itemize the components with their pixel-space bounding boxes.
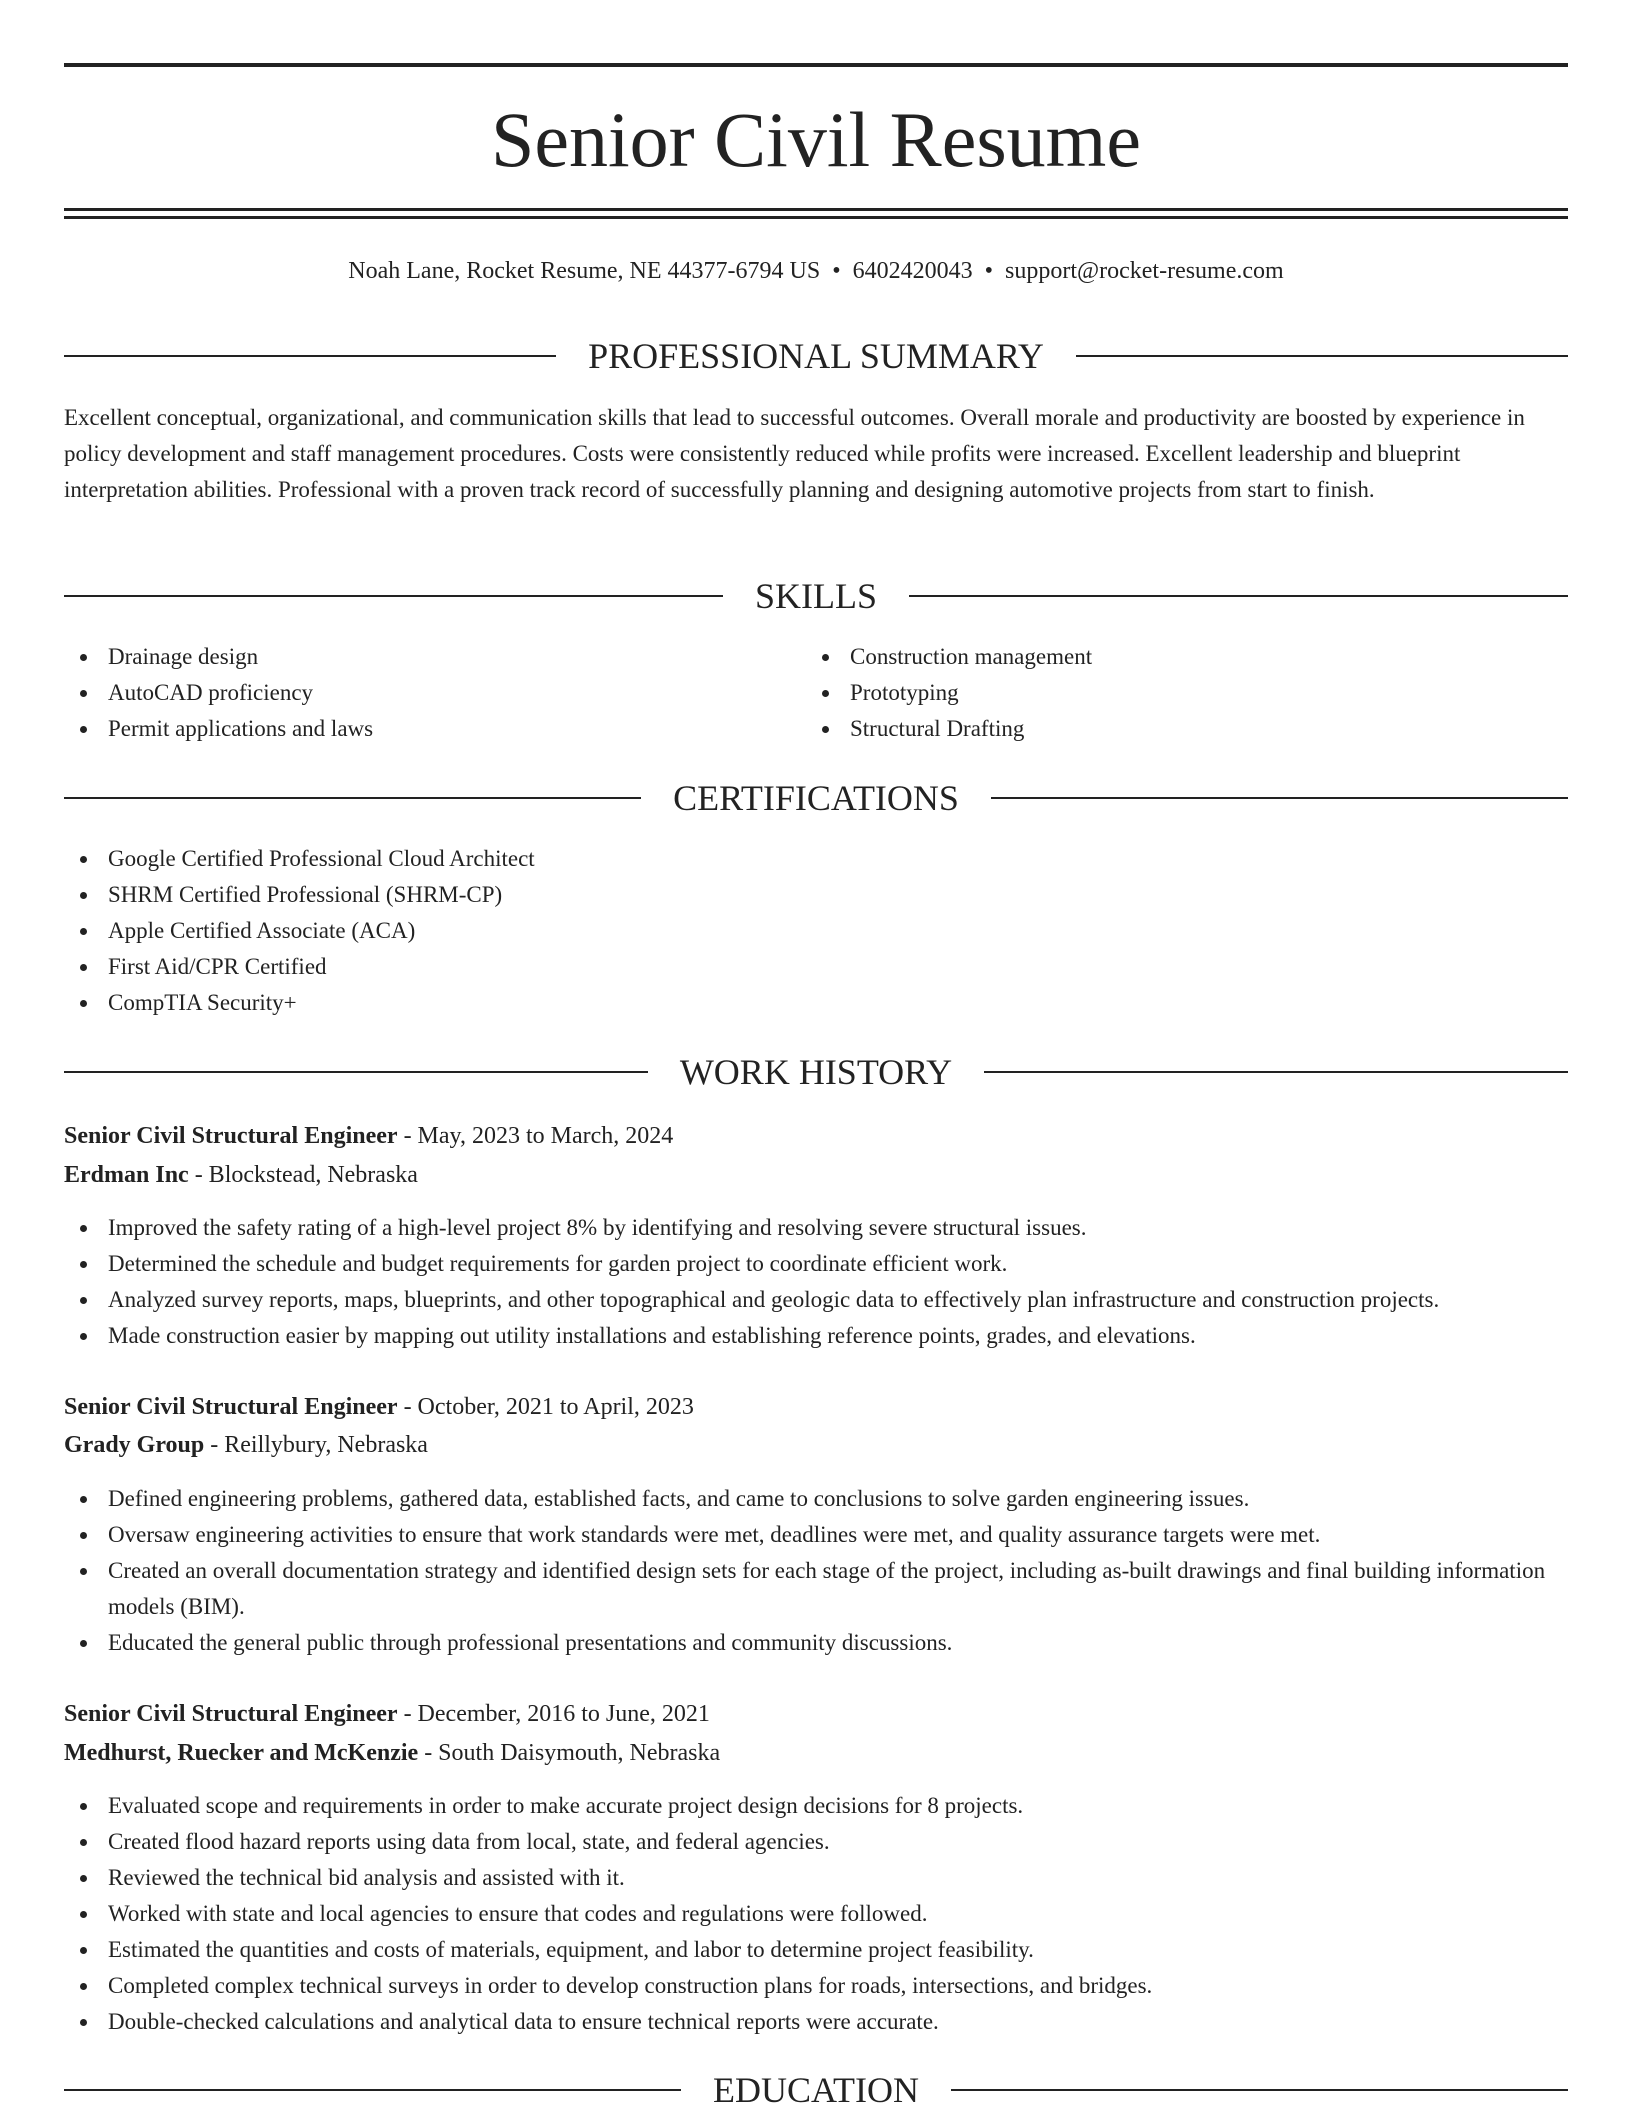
contact-line <box>64 254 1568 288</box>
job-company: Erdman Inc <box>64 1162 189 1188</box>
job-bullet: Created flood hazard reports using data from local, state, and federal agencies. <box>64 1824 1568 1860</box>
certification-item: SHRM Certified Professional (SHRM-CP) <box>64 877 1568 913</box>
job-location: - Reillybury, Nebraska <box>204 1432 428 1458</box>
heading-rule <box>909 595 1568 597</box>
heading-rule <box>64 1071 648 1073</box>
certification-item: Apple Certified Associate (ACA) <box>64 913 1568 949</box>
job-company: Grady Group <box>64 1432 205 1458</box>
skill-item: Construction management <box>806 639 1566 675</box>
skills-list-right <box>806 639 1566 747</box>
heading-rule <box>64 2089 681 2091</box>
skill-item: Permit applications and laws <box>64 711 804 747</box>
job-bullet: Defined engineering problems, gathered data, established facts, and came to conclusions to solve garden engineering issues. <box>64 1481 1568 1517</box>
certifications-heading <box>64 776 1568 820</box>
heading-rule <box>64 355 556 357</box>
work-history-heading-text: WORK HISTORY <box>679 1052 953 1092</box>
certification-item: CompTIA Security+ <box>64 985 1568 1021</box>
certification-item: Google Certified Professional Cloud Architect <box>64 841 1568 877</box>
job-dates: - December, 2016 to June, 2021 <box>397 1701 710 1727</box>
job-bullets <box>64 1210 1568 1354</box>
job-bullet: Worked with state and local agencies to ensure that codes and regulations were followed. <box>64 1896 1568 1932</box>
job-bullet: Created an overall documentation strategy and identified design sets for each stage of the project, including as-built drawings and final building information models (BIM). <box>64 1553 1568 1625</box>
job-bullet: Analyzed survey reports, maps, blueprints, and other topographical and geologic data to effectively plan infrastructure and construction projects. <box>64 1282 1568 1318</box>
job-bullet: Reviewed the technical bid analysis and assisted with it. <box>64 1860 1568 1896</box>
heading-rule <box>1076 355 1568 357</box>
heading-rule <box>64 797 641 799</box>
title-rule-top <box>64 63 1568 67</box>
contact-separator: • <box>832 258 841 284</box>
summary-heading-text: PROFESSIONAL SUMMARY <box>588 336 1044 376</box>
contact-address: Noah Lane, Rocket Resume, NE 44377-6794 US <box>348 258 821 284</box>
work-history-heading <box>64 1050 1568 1094</box>
certification-item: First Aid/CPR Certified <box>64 949 1568 985</box>
education-heading-text: EDUCATION <box>713 2070 919 2110</box>
job-title-line <box>64 1388 1568 1426</box>
job-company-line <box>64 1156 1568 1194</box>
job-title: Senior Civil Structural Engineer <box>64 1123 398 1149</box>
job-bullet: Educated the general public through professional presentations and community discussions. <box>64 1625 1568 1661</box>
certifications-list <box>64 841 1568 1021</box>
job-bullet: Determined the schedule and budget requirements for garden project to coordinate efficient work. <box>64 1246 1568 1282</box>
skill-item: Structural Drafting <box>806 711 1566 747</box>
resume-title: Senior Civil Resume <box>491 96 1141 183</box>
summary-heading <box>64 334 1568 378</box>
job-bullet: Evaluated scope and requirements in order to make accurate project design decisions for 8 projects. <box>64 1788 1568 1824</box>
certifications-heading-text: CERTIFICATIONS <box>673 778 959 818</box>
skills-list-left <box>64 639 804 747</box>
job-bullet: Made construction easier by mapping out utility installations and establishing reference points, grades, and elevations. <box>64 1318 1568 1354</box>
skills-heading <box>64 574 1568 618</box>
heading-rule <box>64 595 723 597</box>
heading-rule <box>984 1071 1568 1073</box>
education-heading <box>64 2068 1568 2112</box>
job-bullet: Estimated the quantities and costs of materials, equipment, and labor to determine project feasibility. <box>64 1932 1568 1968</box>
contact-separator: • <box>984 258 994 284</box>
job-title-line <box>64 1117 1568 1155</box>
contact-email: support@rocket-resume.com <box>1005 258 1284 284</box>
job-dates: - May, 2023 to March, 2024 <box>397 1123 674 1149</box>
skill-item: AutoCAD proficiency <box>64 675 804 711</box>
job-bullet: Completed complex technical surveys in order to develop construction plans for roads, intersections, and bridges. <box>64 1968 1568 2004</box>
skills-heading-text: SKILLS <box>755 576 878 616</box>
job-bullet: Oversaw engineering activities to ensure that work standards were met, deadlines were met, and quality assurance targets were met. <box>64 1517 1568 1553</box>
title-rule-bottom <box>64 208 1568 211</box>
job-company-line <box>64 1734 1568 1772</box>
job-dates: - October, 2021 to April, 2023 <box>397 1394 694 1420</box>
job-company: Medhurst, Ruecker and McKenzie <box>64 1740 419 1766</box>
job-title-line <box>64 1695 1568 1733</box>
skill-item: Prototyping <box>806 675 1566 711</box>
job-bullet: Improved the safety rating of a high-level project 8% by identifying and resolving severe structural issues. <box>64 1210 1568 1246</box>
job-title: Senior Civil Structural Engineer <box>64 1701 398 1727</box>
skill-item: Drainage design <box>64 639 804 675</box>
summary-text: Excellent conceptual, organizational, and communication skills that lead to successful outcomes. Overall morale and productivity are boosted by experience in policy development and staff management procedures. Costs were consistently reduced while profits were increased. Excellent leadership and blueprint interpretation abilities. Professional with a proven track record of successfully planning and designing automotive projects from start to finish. <box>64 405 1525 502</box>
job-location: - Blockstead, Nebraska <box>188 1162 418 1188</box>
title-rule-bottom-second <box>64 216 1568 219</box>
job-location: - South Daisymouth, Nebraska <box>418 1740 721 1766</box>
job-company-line <box>64 1426 1568 1464</box>
heading-rule <box>951 2089 1568 2091</box>
job-bullet: Double-checked calculations and analytical data to ensure technical reports were accurate. <box>64 2004 1568 2040</box>
job-bullets <box>64 1481 1568 1661</box>
job-title: Senior Civil Structural Engineer <box>64 1394 398 1420</box>
heading-rule <box>991 797 1568 799</box>
contact-phone: 6402420043 <box>852 258 973 284</box>
job-bullets <box>64 1788 1568 2040</box>
